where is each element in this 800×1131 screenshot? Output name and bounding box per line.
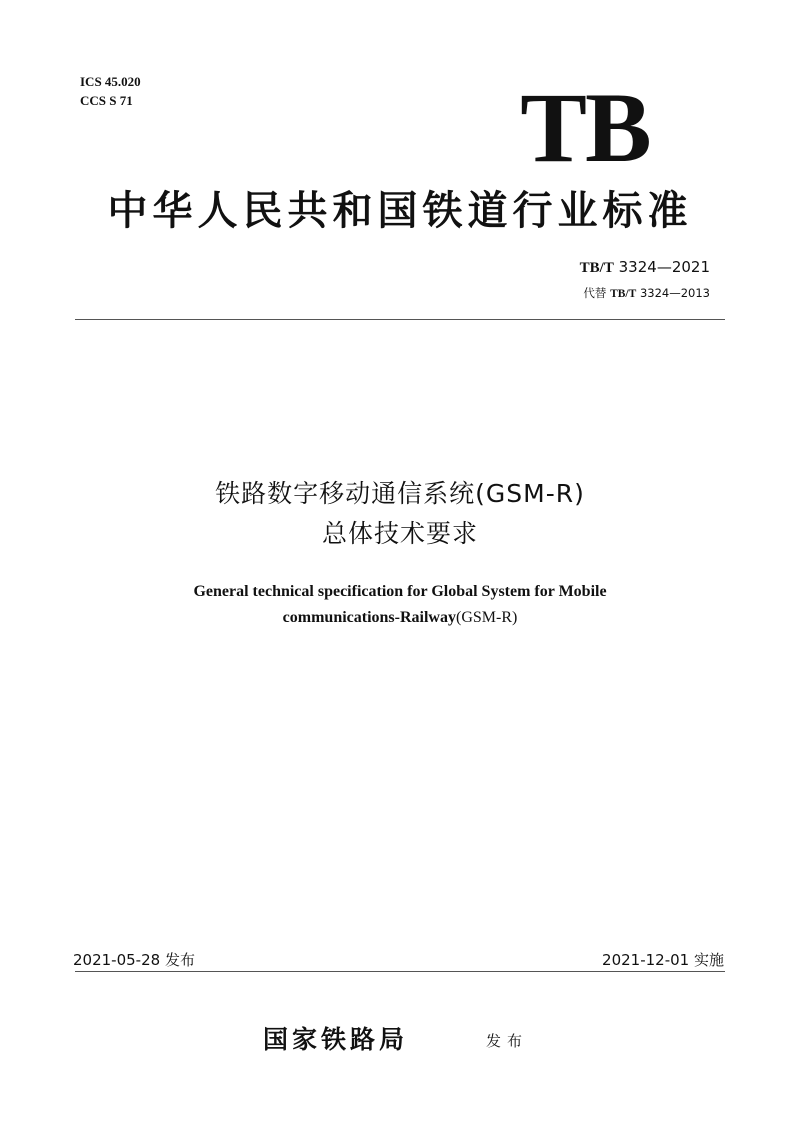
bottom-divider [75,971,725,972]
replaces-code: TB/T [610,288,637,300]
tb-logo: TB [520,72,650,183]
top-divider [75,319,725,320]
ics-code: ICS 45.020 [80,74,141,89]
standard-category-title: 中华人民共和国铁道行业标准 [107,188,693,234]
standard-number-value: 3324—2021 [618,258,710,276]
title-en-line1: General technical specification for Global System for Mobile [193,583,607,600]
standard-number [580,257,710,278]
title-en-line2-abbrev: (GSM-R) [455,609,518,626]
implementation-date: 2021-12-01 实施 [602,951,724,969]
replaces-label: 代替 [583,286,607,300]
title-en-line2 [60,607,740,629]
replaces-line [583,285,710,302]
issuer-name: 国家铁路局 [263,1025,409,1054]
title-cn-line1: 铁路数字移动通信系统(GSM-R) [215,479,585,508]
issue-date: 2021-05-28 发布 [73,951,195,969]
title-cn-line2: 总体技术要求 [321,519,478,548]
issuer-suffix: 发布 [486,1032,529,1050]
standard-number-prefix: TB/T [579,260,614,276]
replaces-number: 3324—2013 [639,286,710,300]
title-en-line2-bold: communications-Railway [282,609,456,626]
ccs-code: CCS S 71 [80,93,133,108]
